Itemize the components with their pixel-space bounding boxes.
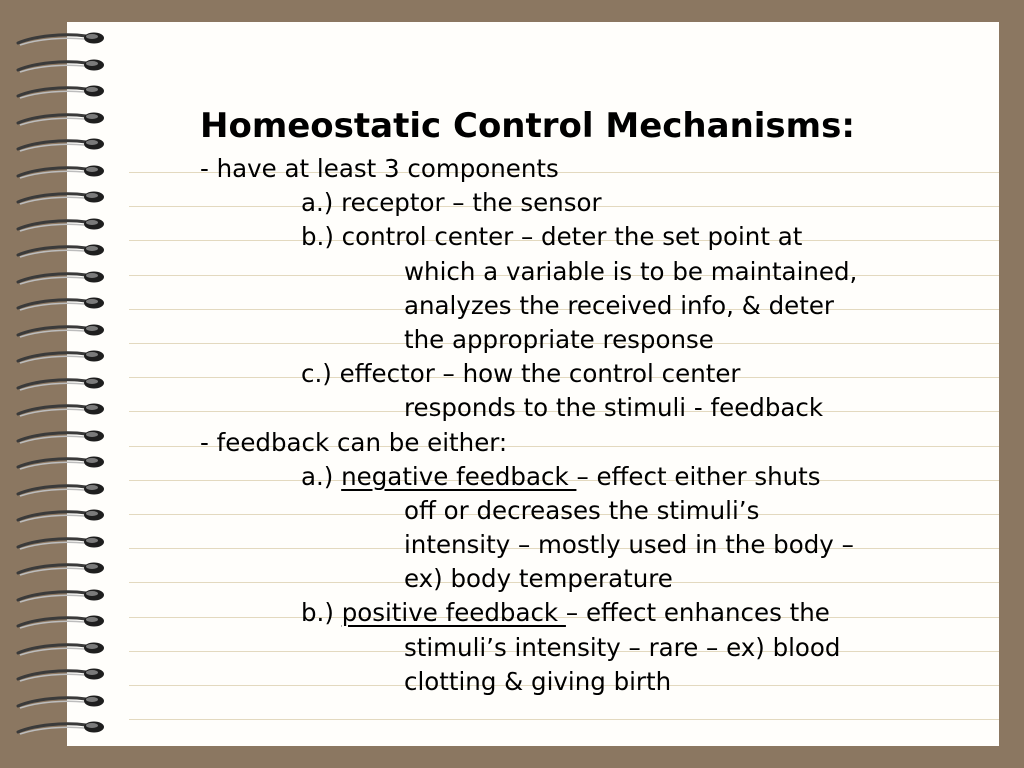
text-line (200, 426, 980, 460)
text-segment: – effect either shuts (576, 461, 821, 491)
text-line (200, 186, 980, 220)
text-segment: c.) effector – how the control center (301, 359, 741, 389)
text-line (200, 596, 980, 630)
spiral-coil-icon (14, 640, 110, 658)
text-segment: which a variable is to be maintained, (404, 256, 858, 286)
spiral-coil-icon (14, 481, 110, 499)
text-line (200, 152, 980, 186)
spiral-coil-icon (14, 216, 110, 234)
text-segment: – effect enhances the (565, 598, 830, 628)
spiral-coil-icon (14, 534, 110, 552)
slide-content (200, 100, 980, 699)
text-segment: intensity – mostly used in the body – (404, 530, 854, 560)
text-segment: responds to the stimuli - feedback (404, 393, 824, 423)
spiral-coil-icon (14, 295, 110, 313)
spiral-coil-icon (14, 189, 110, 207)
spiral-coil-icon (14, 560, 110, 578)
text-segment: stimuli’s intensity – rare – ex) blood (404, 632, 841, 662)
spiral-coil-icon (14, 613, 110, 631)
text-segment: clotting & giving birth (404, 666, 672, 696)
text-segment: analyzes the received info, & deter (404, 290, 835, 320)
spiral-coil-icon (14, 30, 110, 48)
text-line (200, 289, 980, 323)
text-line (200, 357, 980, 391)
spiral-coil-icon (14, 693, 110, 711)
text-line (200, 494, 980, 528)
spiral-coil-icon (14, 163, 110, 181)
text-line (200, 665, 980, 699)
text-line (200, 255, 980, 289)
text-segment: - feedback can be either: (200, 427, 508, 457)
text-line (200, 562, 980, 596)
ruled-line (129, 719, 999, 720)
spiral-coil-icon (14, 83, 110, 101)
text-line (200, 391, 980, 425)
spiral-coil-icon (14, 57, 110, 75)
bullet-list (200, 152, 980, 699)
spiral-binding (0, 22, 120, 746)
text-line (200, 220, 980, 254)
text-line (200, 323, 980, 357)
text-line (200, 460, 980, 494)
spiral-coil-icon (14, 110, 110, 128)
text-segment: the appropriate response (404, 324, 714, 354)
text-segment: b.) (301, 598, 342, 628)
spiral-coil-icon (14, 136, 110, 154)
spiral-coil-icon (14, 322, 110, 340)
text-segment: ex) body temperature (404, 564, 673, 594)
underlined-term: positive feedback (341, 598, 566, 628)
text-line (200, 631, 980, 665)
spiral-coil-icon (14, 507, 110, 525)
spiral-coil-icon (14, 587, 110, 605)
underlined-term: negative feedback (341, 461, 577, 491)
text-segment: - have at least 3 components (200, 154, 559, 183)
spiral-coil-icon (14, 269, 110, 287)
spiral-coil-icon (14, 401, 110, 419)
spiral-coil-icon (14, 719, 110, 737)
spiral-coil-icon (14, 242, 110, 260)
spiral-coil-icon (14, 348, 110, 366)
spiral-coil-icon (14, 666, 110, 684)
text-segment: a.) (301, 461, 342, 491)
spiral-coil-icon (14, 428, 110, 446)
spiral-coil-icon (14, 375, 110, 393)
slide-title: Homeostatic Control Mechanisms: (200, 106, 855, 146)
text-segment: a.) receptor – the sensor (301, 188, 602, 218)
text-segment: off or decreases the stimuli’s (404, 495, 760, 525)
text-line (200, 528, 980, 562)
text-segment: b.) control center – deter the set point at (301, 222, 803, 252)
spiral-coil-icon (14, 454, 110, 472)
